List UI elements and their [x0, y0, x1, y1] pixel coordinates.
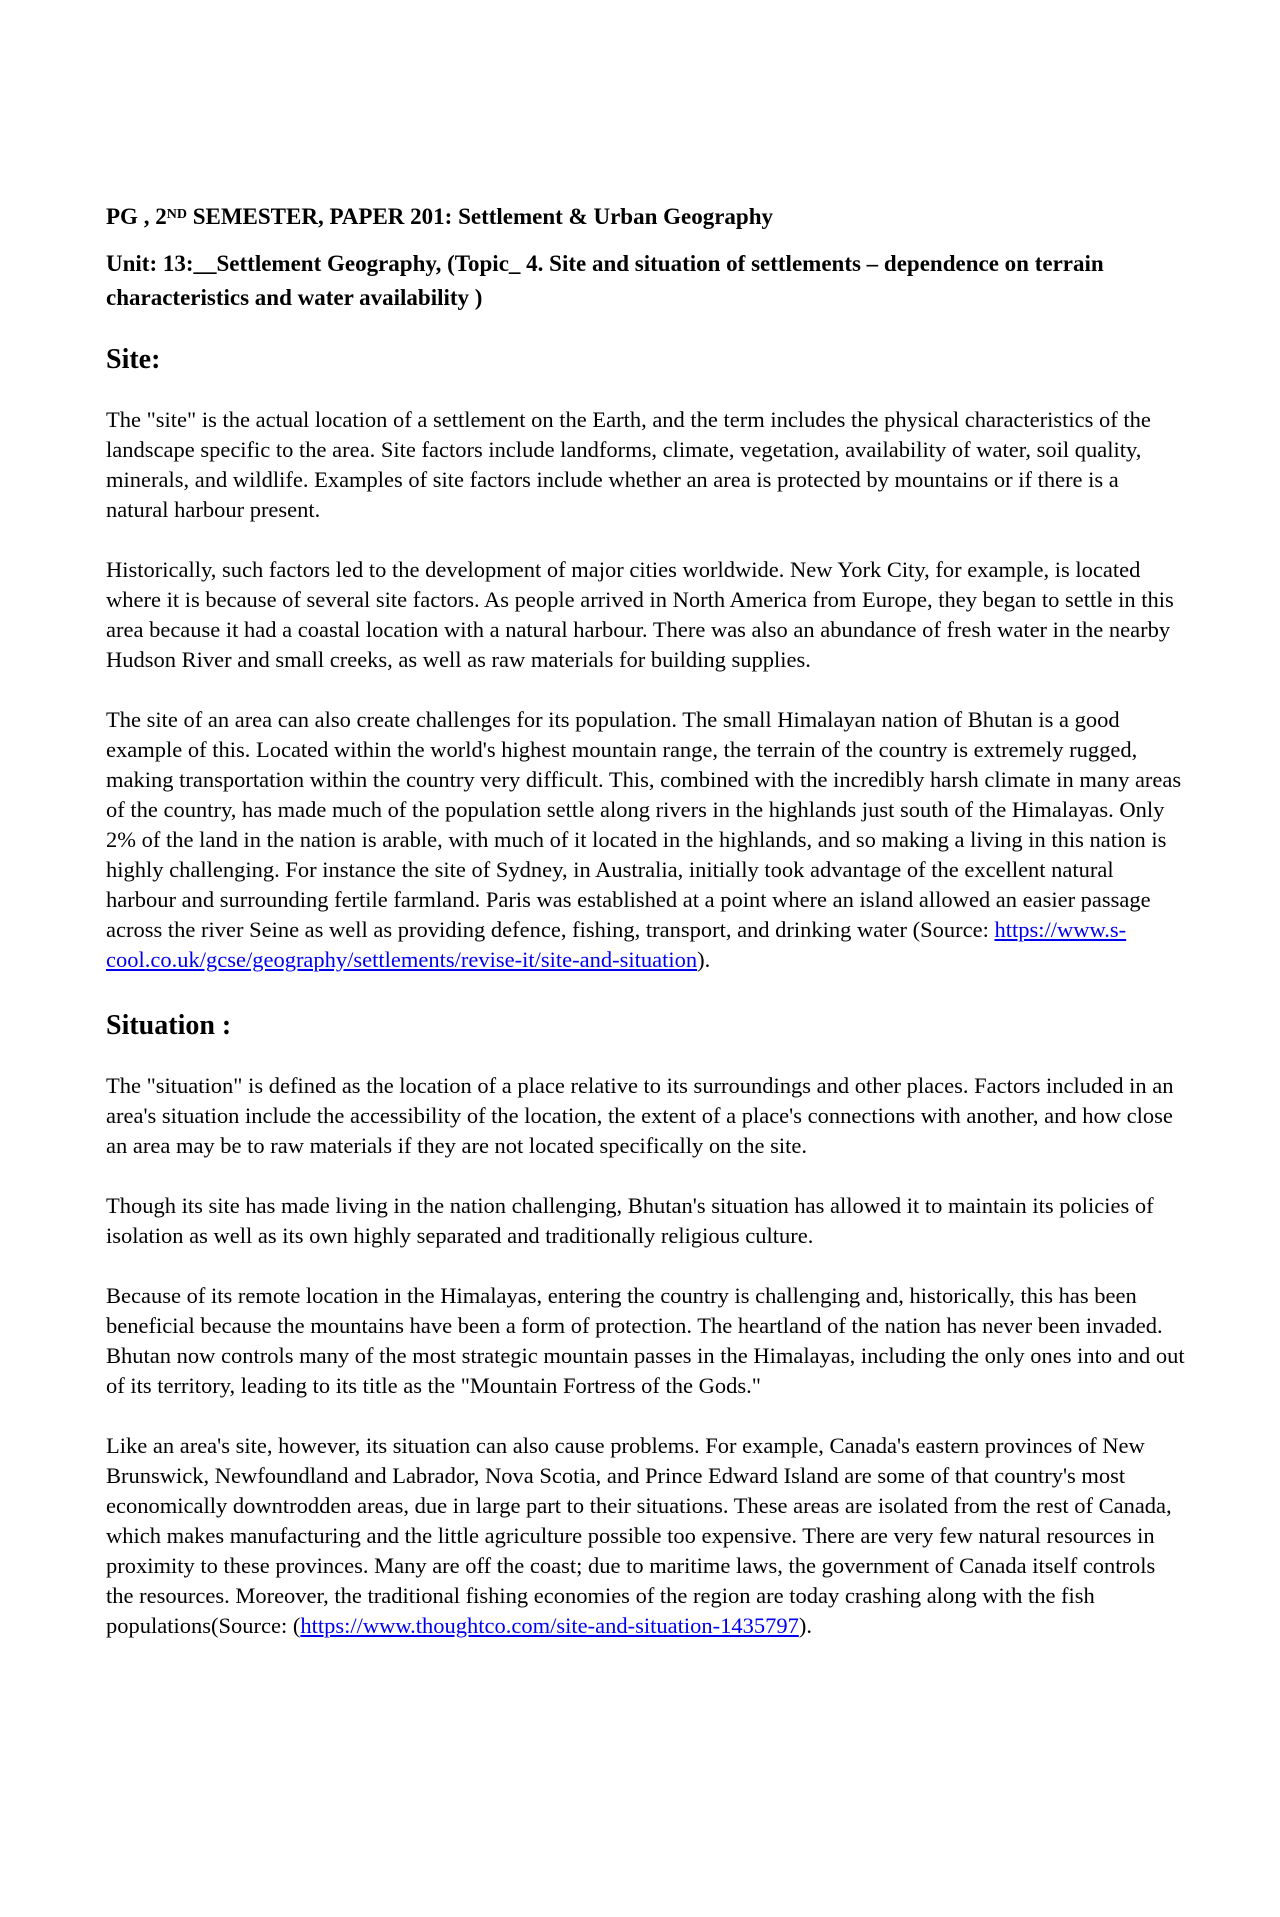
site-paragraph-2: Historically, such factors led to the development of major cities worldwide. New York City, for example, is located where it is because of several site factors. As people arrived in North America from Europe, they began to settle in this area because it had a coastal location with a natural harbour. There was also an abundance of fresh water in the nearby Hudson River and small creeks, as well as raw materials for building supplies.: [106, 557, 1174, 672]
situation-paragraph-1: The "situation" is defined as the location of a place relative to its surroundings and other places. Factors included in an area's situation include the accessibility of the location, the extent of a place's connections with another, and how close an area may be to raw materials if they are not located specifically on the site.: [106, 1073, 1174, 1158]
situation-paragraph-3: Because of its remote location in the Himalayas, entering the country is challenging and, historically, this has been beneficial because the mountains have been a form of protection. The heartland of the nation has never been invaded. Bhutan now controls many of the most strategic mountain passes in the Himalayas, including the only ones into and out of its territory, leading to its title as the "Mountain Fortress of the Gods.": [106, 1283, 1185, 1398]
site-paragraph-3-text: The site of an area can also create challenges for its population. The small Himalayan nation of Bhutan is a good example of this. Located within the world's highest mountain range, the terrain of the country is extremely rugged, making transportation within the country very difficult. This, combined with the incredibly harsh climate in many areas of the country, has made much of the population settle along rivers in the highlands just south of the Himalayas. Only 2% of the land in the nation is arable, with much of it located in the highlands, and so making a living in this nation is highly challenging. For instance the site of Sydney, in Australia, initially took advantage of the excellent natural harbour and surrounding fertile farmland. Paris was established at a point where an island allowed an easier passage across the river Seine as well as providing defence, fishing, transport, and drinking water (Source:: [106, 707, 1182, 942]
site-paragraph-3: [106, 705, 1186, 975]
s-cool-source-link[interactable]: https://www.s-cool.co.uk/gcse/geography/settlements/revise-it/site-and-situation: [106, 917, 1127, 972]
document-page: [106, 200, 1186, 1671]
unit-topic-line: Unit: 13:__Settlement Geography, (Topic_ 4. Site and situation of settlements – dependence on terrain characteristics and water availability ): [106, 251, 1104, 310]
thoughtco-source-link[interactable]: https://www.thoughtco.com/site-and-situation-1435797: [300, 1613, 799, 1638]
situation-paragraph-4-text: Like an area's site, however, its situation can also cause problems. For example, Canada's eastern provinces of New Brunswick, Newfoundland and Labrador, Nova Scotia, and Prince Edward Island are some of that country's most economically downtrodden areas, due in large part to their situations. These areas are isolated from the rest of Canada, which makes manufacturing and the little agriculture possible too expensive. There are very few natural resources in proximity to these provinces. Many are off the coast; due to maritime laws, the government of Canada itself controls the resources. Moreover, the traditional fishing economies of the region are today crashing along with the fish populations(Source: (: [106, 1433, 1172, 1638]
site-heading: Site:: [106, 344, 161, 375]
situation-paragraph-4: [106, 1431, 1186, 1641]
situation-heading: Situation :: [106, 1010, 232, 1041]
situation-paragraph-4-end: ).: [798, 1613, 812, 1638]
ordinal-superscript: ND: [166, 207, 187, 222]
course-header: [106, 200, 1186, 234]
course-header-prefix: PG , 2: [106, 204, 167, 229]
site-paragraph-3-end: ).: [697, 947, 711, 972]
situation-paragraph-2: Though its site has made living in the nation challenging, Bhutan's situation has allowed it to maintain its policies of isolation as well as its own highly separated and traditionally religious culture.: [106, 1193, 1154, 1248]
course-header-suffix: SEMESTER, PAPER 201: Settlement & Urban Geography: [186, 204, 773, 229]
site-paragraph-1: The "site" is the actual location of a settlement on the Earth, and the term includes the physical characteristics of the landscape specific to the area. Site factors include landforms, climate, vegetation, availability of water, soil quality, minerals, and wildlife. Examples of site factors include whether an area is protected by mountains or if there is a natural harbour present.: [106, 407, 1151, 522]
